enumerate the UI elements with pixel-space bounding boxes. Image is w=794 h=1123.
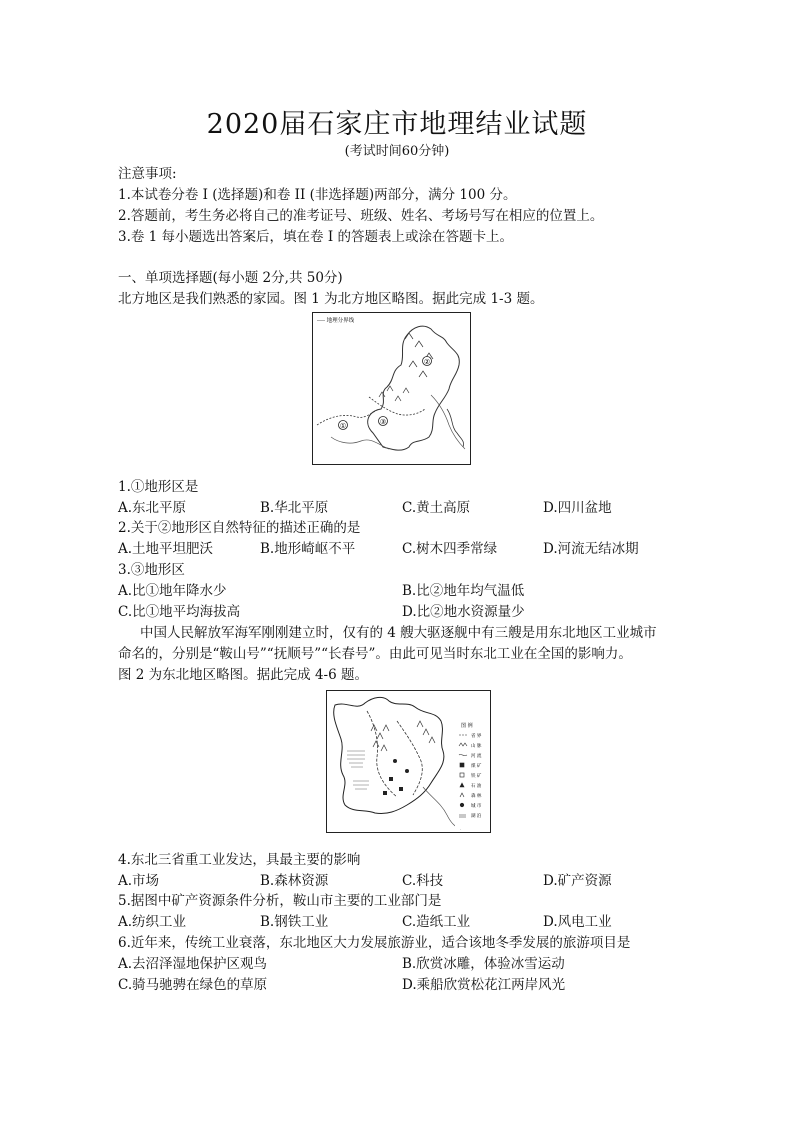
q2-option-b[interactable]: B.地形崎岖不平 (260, 541, 356, 557)
map2-legend-7: 森 林 (471, 794, 482, 799)
map2-legend-5: 铁 矿 (471, 774, 482, 779)
northeast-region-map (326, 690, 491, 833)
q4-option-b[interactable]: B.森林资源 (260, 873, 329, 889)
q3-option-b[interactable]: B.比②地年均气温低 (402, 583, 525, 599)
q1-option-c[interactable]: C.黄土高原 (402, 500, 471, 516)
q2-option-a[interactable]: A.土地平坦肥沃 (118, 541, 214, 557)
q4-option-c[interactable]: C.科技 (402, 873, 444, 889)
map2-legend-title: 图 例 (461, 723, 473, 729)
q3-option-d[interactable]: D.比②地水资源量少 (402, 604, 525, 620)
q5-stem: 5.据图中矿产资源条件分析，鞍山市主要的工业部门是 (118, 893, 442, 909)
exam-time-note: (考试时间60分钟) (344, 144, 450, 159)
q5-option-c[interactable]: C.造纸工业 (402, 914, 471, 930)
note-item-1: 1.本试卷分卷 I (选择题)和卷 II (非选择题)两部分，满分 100 分。 (118, 187, 517, 203)
q6-option-c[interactable]: C.骑马驰骋在绿色的草原 (118, 977, 268, 993)
q3-option-c[interactable]: C.比①地平均海拔高 (118, 604, 241, 620)
map2-legend-1: 省 界 (471, 734, 482, 739)
q2-stem: 2.关于②地形区自然特征的描述正确的是 (118, 520, 361, 536)
q4-option-d[interactable]: D.矿产资源 (543, 873, 612, 889)
marker-1: ① (339, 422, 347, 430)
map2-legend-3: 河 流 (471, 754, 482, 759)
north-region-map (312, 312, 471, 465)
exam-title: 2020届石家庄市地理结业试题 (206, 109, 588, 140)
q5-option-d[interactable]: D.风电工业 (543, 914, 612, 930)
intro-text-2-line-3: 图 2 为东北地区略图。据此完成 4-6 题。 (118, 667, 368, 683)
map2-legend-2: 山 脉 (471, 744, 482, 749)
q2-option-d[interactable]: D.河流无结冰期 (543, 541, 639, 557)
section-heading: 一、单项选择题(每小题 2分,共 50分) (118, 270, 343, 286)
q4-option-a[interactable]: A.市场 (118, 873, 160, 889)
intro-text-2-line-1: 中国人民解放军海军刚刚建立时，仅有的 4 艘大驱逐舰中有三艘是用东北地区工业城市 (140, 625, 657, 641)
marker-3: ③ (379, 418, 387, 426)
q6-option-d[interactable]: D.乘船欣赏松花江两岸风光 (402, 977, 566, 993)
map2-legend-6: 石 油 (471, 784, 482, 789)
q2-option-c[interactable]: C.树木四季常绿 (402, 541, 498, 557)
q5-option-b[interactable]: B.钢铁工业 (260, 914, 329, 930)
q1-stem: 1.①地形区是 (118, 479, 199, 495)
q3-stem: 3.③地形区 (118, 562, 185, 578)
q5-option-a[interactable]: A.纺织工业 (118, 914, 187, 930)
q1-option-b[interactable]: B.华北平原 (260, 500, 329, 516)
map2-legend-8: 城 市 (471, 804, 482, 809)
note-item-3: 3.卷 1 每小题选出答案后，填在卷 I 的答题表上或涂在答题卡上。 (118, 229, 513, 245)
note-item-2: 2.答题前，考生务必将自己的准考证号、班级、姓名、考场号写在相应的位置上。 (118, 208, 604, 224)
intro-text-2-line-2: 命名的，分别是“鞍山号”“抚顺号”“长春号”。由此可见当时东北工业在全国的影响力。 (118, 646, 632, 662)
map2-legend-4: 煤 矿 (471, 764, 482, 769)
map2-legend-9: 湖 泊 (471, 814, 482, 819)
q1-option-a[interactable]: A.东北平原 (118, 500, 187, 516)
q6-option-a[interactable]: A.去沼泽湿地保护区观鸟 (118, 956, 268, 972)
q1-option-d[interactable]: D.四川盆地 (543, 500, 612, 516)
q6-option-b[interactable]: B.欣赏冰雕，体验冰雪运动 (402, 956, 565, 972)
intro-text-1: 北方地区是我们熟悉的家园。图 1 为北方地区略图。据此完成 1-3 题。 (118, 291, 544, 307)
marker-2: ② (423, 358, 431, 366)
map1-legend: ---- 地理分界线 (317, 318, 355, 324)
q3-option-a[interactable]: A.比①地年降水少 (118, 583, 227, 599)
q6-stem: 6.近年来，传统工业衰落，东北地区大力发展旅游业，适合该地冬季发展的旅游项目是 (118, 935, 631, 951)
q4-stem: 4.东北三省重工业发达，具最主要的影响 (118, 852, 361, 868)
notes-heading: 注意事项: (118, 166, 177, 182)
